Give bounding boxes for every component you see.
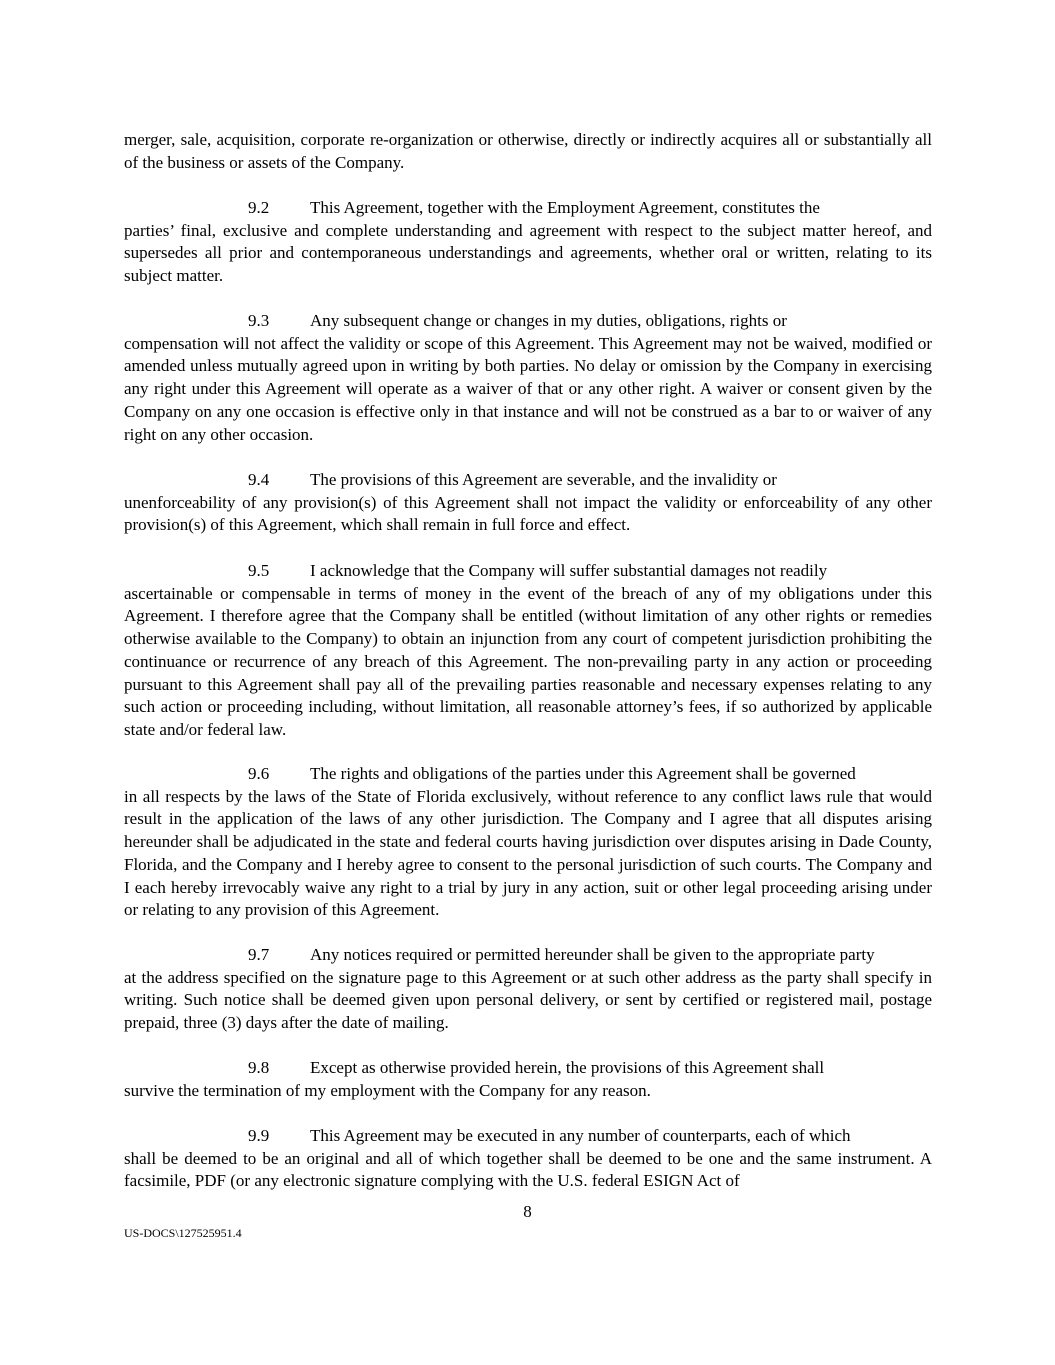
- section-9-6: [124, 763, 932, 922]
- section-number: 9.9: [248, 1126, 270, 1145]
- section-number: 9.2: [248, 198, 270, 217]
- section-9-8: [124, 1057, 932, 1102]
- section-first-line: This Agreement may be executed in any number of counterparts, each of which: [310, 1126, 851, 1145]
- section-9-4: [124, 469, 932, 537]
- section-9-3: [124, 310, 932, 446]
- intro-paragraph: merger, sale, acquisition, corporate re-organization or otherwise, directly or indirectly acquires all or substantially all of the business or assets of the Company.: [124, 130, 932, 172]
- section-body: survive the termination of my employment with the Company for any reason.: [124, 1080, 651, 1100]
- section-number: 9.4: [248, 470, 270, 489]
- section-body: in all respects by the laws of the State of Florida exclusively, without reference to any conflict laws rule that would result in the application of the laws of any other jurisdiction. The Company and I agree that all disputes arising hereunder shall be adjudicated in the state and federal courts having jurisdiction over disputes arising in Dade County, Florida, and the Company and I hereby agree to consent to the personal jurisdiction of such courts. The Company and I each hereby irrevocably waive any right to a trial by jury in any action, suit or other legal proceeding arising under or relating to any provision of this Agreement.: [124, 786, 932, 920]
- section-first-line: Any notices required or permitted hereunder shall be given to the appropriate party: [310, 945, 875, 964]
- section-9-2: [124, 197, 932, 288]
- section-first-line: The provisions of this Agreement are severable, and the invalidity or: [310, 470, 777, 489]
- section-first-line: The rights and obligations of the parties under this Agreement shall be governed: [310, 764, 856, 783]
- section-body: compensation will not affect the validity or scope of this Agreement. This Agreement may not be waived, modified or amended unless mutually agreed upon in writing by both parties. No delay or omission by the Company in exercising any right under this Agreement will operate as a waiver of that or any other right. A waiver or consent given by the Company on any one occasion is effective only in that instance and will not be construed as a bar to or waiver of any right on any other occasion.: [124, 333, 932, 444]
- section-number: 9.6: [248, 764, 270, 783]
- page-number: 8: [523, 1202, 532, 1221]
- section-body: shall be deemed to be an original and all of which together shall be deemed to be one and the same instrument. A facsimile, PDF (or any electronic signature complying with the U.S. federal ESIGN Act of: [124, 1148, 932, 1191]
- section-9-7: [124, 944, 932, 1035]
- section-body: at the address specified on the signature page to this Agreement or at such other address as the party shall specify in writing. Such notice shall be deemed given upon personal delivery, or sent by certified or registered mail, postage prepaid, three (3) days after the date of mailing.: [124, 967, 932, 1033]
- section-body: parties’ final, exclusive and complete understanding and agreement with respect to the subject matter hereof, and supersedes all prior and contemporaneous understandings and agreements, whether oral or written, relating to its subject matter.: [124, 220, 932, 286]
- section-number: 9.7: [248, 945, 270, 964]
- section-number: 9.3: [248, 311, 270, 330]
- section-9-5: [124, 560, 932, 742]
- section-body: ascertainable or compensable in terms of money in the event of the breach of any of my obligations under this Agreement. I therefore agree that the Company shall be entitled (without limitation of any other rights or remedies otherwise available to the Company) to obtain an injunction from any court of competent jurisdiction prohibiting the continuance or recurrence of any breach of this Agreement. The non-prevailing party in any action or proceeding pursuant to this Agreement shall pay all of the prevailing parties reasonable and necessary expenses relating to any such action or proceeding including, without limitation, all reasonable attorney’s fees, if so authorized by applicable state and/or federal law.: [124, 583, 932, 739]
- section-9-9: [124, 1125, 932, 1193]
- section-number: 9.8: [248, 1058, 270, 1077]
- section-number: 9.5: [248, 561, 270, 580]
- section-first-line: I acknowledge that the Company will suffer substantial damages not readily: [310, 561, 828, 580]
- section-first-line: Any subsequent change or changes in my duties, obligations, rights or: [310, 311, 787, 330]
- section-first-line: This Agreement, together with the Employment Agreement, constitutes the: [310, 198, 820, 217]
- document-id: US-DOCS\127525951.4: [124, 1226, 242, 1240]
- section-first-line: Except as otherwise provided herein, the provisions of this Agreement shall: [310, 1058, 825, 1077]
- section-body: unenforceability of any provision(s) of this Agreement shall not impact the validity or enforceability of any other provision(s) of this Agreement, which shall remain in full force and effect.: [124, 492, 932, 535]
